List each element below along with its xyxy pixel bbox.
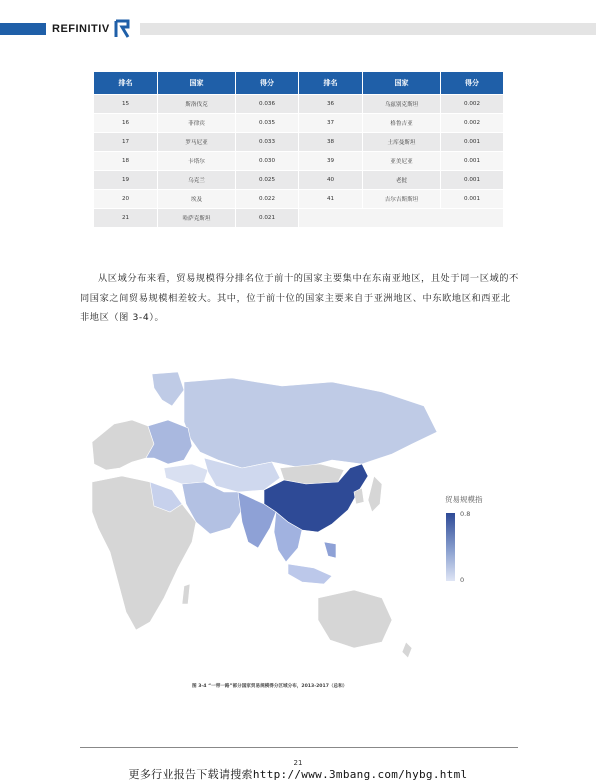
table-row	[94, 209, 504, 228]
rank-cell: 15	[94, 95, 158, 114]
legend-color-scale	[446, 513, 455, 581]
header-country: 国家	[363, 72, 441, 95]
rank-cell: 20	[94, 190, 158, 209]
empty-cell	[299, 209, 504, 228]
table-row	[94, 133, 504, 152]
country-cell: 乌克兰	[158, 171, 236, 190]
country-cell: 格鲁吉亚	[363, 114, 441, 133]
map-graphic	[92, 372, 437, 660]
rank-cell: 37	[299, 114, 363, 133]
footer-divider	[80, 747, 518, 748]
legend-min-label: 0	[460, 576, 465, 584]
rank-cell: 16	[94, 114, 158, 133]
score-cell: 0.002	[441, 95, 504, 114]
score-cell: 0.030	[236, 152, 299, 171]
table-header-row	[94, 72, 504, 95]
score-cell: 0.002	[441, 114, 504, 133]
table-row	[94, 114, 504, 133]
world-map	[92, 372, 437, 660]
country-cell: 罗马尼亚	[158, 133, 236, 152]
rank-cell: 19	[94, 171, 158, 190]
score-cell: 0.021	[236, 209, 299, 228]
footer-download-link[interactable]: 更多行业报告下载请搜索http://www.3mbang.com/hybg.html	[128, 768, 468, 781]
rank-cell: 40	[299, 171, 363, 190]
score-cell: 0.001	[441, 133, 504, 152]
score-cell: 0.001	[441, 152, 504, 171]
table-row	[94, 95, 504, 114]
score-cell: 0.001	[441, 190, 504, 209]
score-cell: 0.022	[236, 190, 299, 209]
country-cell: 菲律宾	[158, 114, 236, 133]
rank-cell: 39	[299, 152, 363, 171]
rank-cell: 18	[94, 152, 158, 171]
header-country: 国家	[158, 72, 236, 95]
score-cell: 0.033	[236, 133, 299, 152]
rank-cell: 38	[299, 133, 363, 152]
header-rank: 排名	[94, 72, 158, 95]
rank-cell: 36	[299, 95, 363, 114]
logo-text: REFINITIV	[52, 23, 110, 35]
legend-title: 贸易规模指	[445, 495, 483, 504]
score-cell: 0.001	[441, 171, 504, 190]
country-cell: 吉尔吉斯斯坦	[363, 190, 441, 209]
country-cell: 斯洛伐克	[158, 95, 236, 114]
figure-caption: 图 3-4 “一带一路”部分国家贸易规模得分区域分布，2013-2017（总和）	[192, 684, 348, 689]
table-row	[94, 171, 504, 190]
country-cell: 哈萨克斯坦	[158, 209, 236, 228]
body-paragraph: 从区域分布来看，贸易规模得分排名位于前十的国家主要集中在东南亚地区，且处于同一区域的不同国家之间贸易规模相差较大。其中，位于前十位的国家主要来自于亚洲地区、中东欧地区和西亚北非地区（图 3-4）。	[80, 273, 519, 323]
rank-cell: 41	[299, 190, 363, 209]
country-cell: 老挝	[363, 171, 441, 190]
country-cell: 埃及	[158, 190, 236, 209]
header-score: 得分	[441, 72, 504, 95]
country-cell: 卡塔尔	[158, 152, 236, 171]
legend-max-label: 0.8	[460, 510, 471, 518]
table-row	[94, 152, 504, 171]
ranking-table	[93, 71, 504, 228]
country-cell: 土库曼斯坦	[363, 133, 441, 152]
country-cell: 乌兹别克斯坦	[363, 95, 441, 114]
refinitiv-logo	[52, 18, 130, 40]
table-row	[94, 190, 504, 209]
score-cell: 0.035	[236, 114, 299, 133]
header-score: 得分	[236, 72, 299, 95]
page-number: 21	[293, 759, 303, 767]
header-accent-bar	[0, 23, 46, 35]
logo-mark-icon	[114, 19, 130, 39]
header-gray-bar	[140, 23, 596, 35]
rank-cell: 17	[94, 133, 158, 152]
score-cell: 0.025	[236, 171, 299, 190]
score-cell: 0.036	[236, 95, 299, 114]
rank-cell: 21	[94, 209, 158, 228]
header-rank: 排名	[299, 72, 363, 95]
country-cell: 亚美尼亚	[363, 152, 441, 171]
